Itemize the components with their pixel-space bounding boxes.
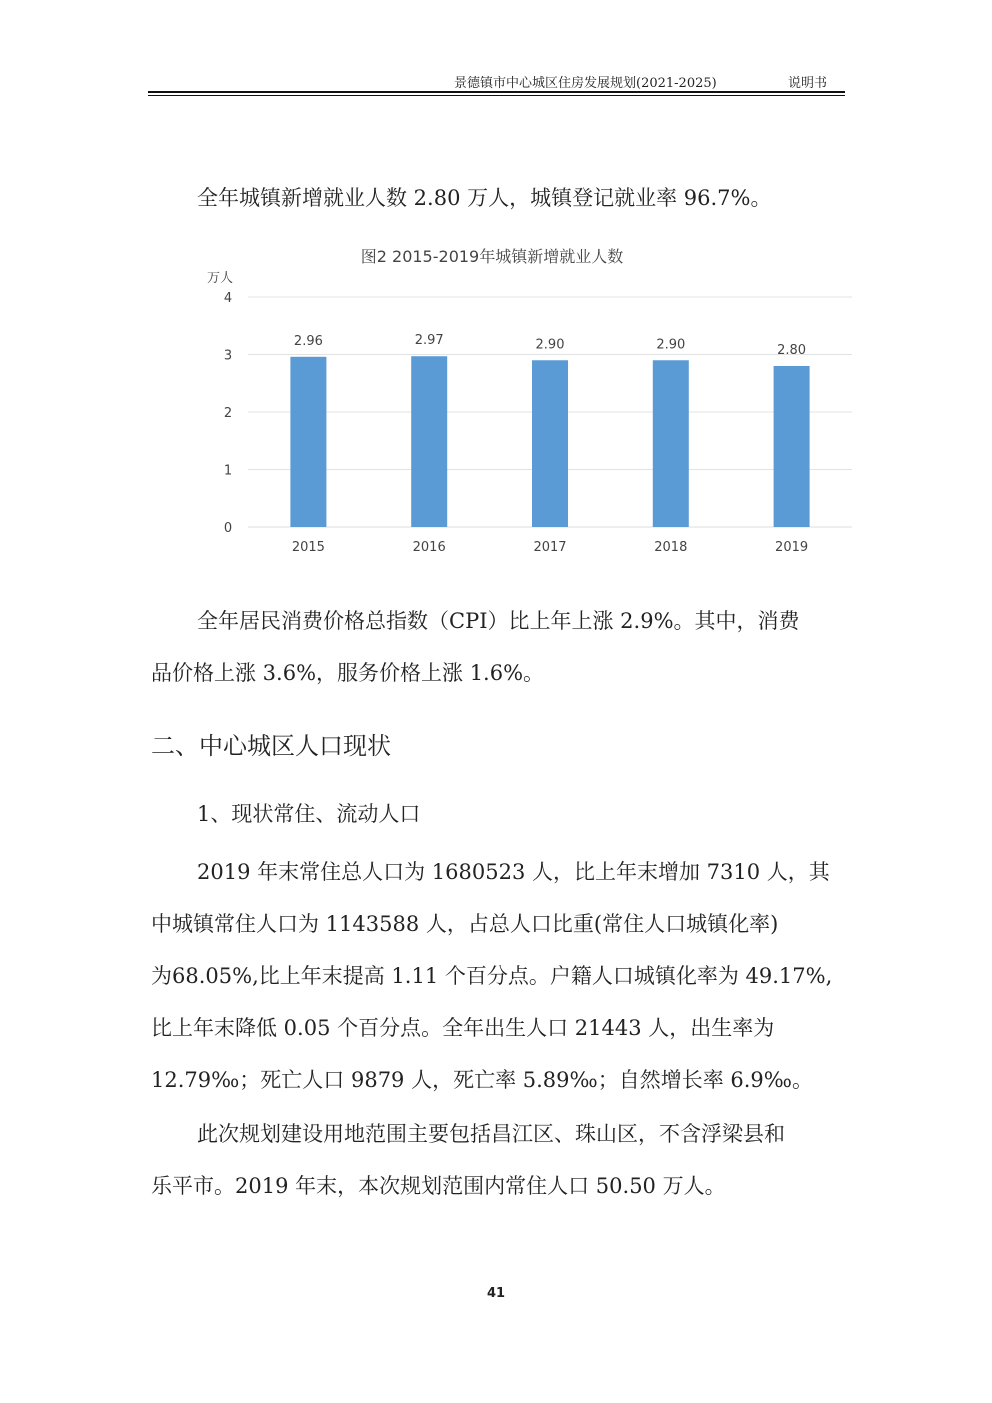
scope-line-1: 此次规划建设用地范围主要包括昌江区、珠山区，不含浮梁县和	[197, 1122, 785, 1146]
employment-paragraph	[151, 172, 851, 224]
page-header	[148, 72, 845, 92]
chart-data-label: 2.80	[777, 343, 807, 358]
chart-bar	[290, 357, 326, 527]
chart-x-tick-label: 2018	[654, 540, 688, 555]
population-paragraph	[151, 846, 851, 1106]
chart-y-tick-label: 0	[223, 521, 233, 536]
subsection-heading: 1、现状常住、流动人口	[197, 802, 421, 826]
chart-data-label: 2.96	[293, 333, 323, 349]
header-rule-thin	[148, 95, 845, 96]
chart-x-tick-label: 2019	[775, 540, 809, 555]
header-title: 景德镇市中心城区住房发展规划(2021-2025)	[454, 76, 717, 91]
chart-bar	[532, 360, 568, 527]
employment-text: 全年城镇新增就业人数 2.80 万人，城镇登记就业率 96.7%。	[197, 186, 772, 210]
chart-y-tick-label: 1	[223, 463, 233, 479]
chart-y-axis-label: 万人	[207, 271, 234, 286]
pop-line-5: 12.79‰；死亡人口 9879 人，死亡率 5.89‰；自然增长率 6.9‰。	[151, 1068, 813, 1092]
header-doc-type: 说明书	[787, 76, 827, 91]
scope-paragraph	[151, 1108, 851, 1212]
cpi-line-1: 全年居民消费价格总指数（CPI）比上年上涨 2.9%。其中，消费	[197, 609, 800, 633]
pop-line-2: 中城镇常住人口为 1143588 人，占总人口比重(常住人口城镇化率)	[151, 912, 779, 936]
cpi-paragraph	[151, 595, 851, 699]
pop-line-4: 比上年末降低 0.05 个百分点。全年出生人口 21443 人，出生率为	[151, 1016, 775, 1040]
chart-svg	[190, 233, 855, 568]
chart-bar	[653, 360, 689, 527]
section-heading: 二、中心城区人口现状	[151, 732, 391, 760]
chart-x-tick-label: 2017	[533, 540, 567, 555]
page-number: 41	[486, 1286, 506, 1301]
scope-line-2: 乐平市。2019 年末，本次规划范围内常住人口 50.50 万人。	[151, 1174, 726, 1198]
chart-bar	[774, 366, 810, 527]
chart-data-label: 2.97	[414, 333, 444, 349]
pop-line-3: 为68.05%,比上年末提高 1.11 个百分点。户籍人口城镇化率为 49.17%,	[151, 964, 833, 988]
cpi-line-2: 品价格上涨 3.6%，服务价格上涨 1.6%。	[151, 661, 545, 685]
chart-x-tick-label: 2015	[291, 540, 325, 555]
chart-x-tick-label: 2016	[412, 540, 446, 555]
chart-title: 图2 2015-2019年城镇新增就业人数	[360, 247, 624, 266]
employment-bar-chart	[190, 233, 855, 568]
chart-y-tick-label: 2	[223, 406, 233, 421]
pop-line-1: 2019 年末常住总人口为 1680523 人，比上年末增加 7310 人，其	[197, 860, 830, 884]
chart-data-label: 2.90	[656, 337, 686, 353]
chart-background	[190, 233, 855, 568]
chart-bar	[411, 356, 447, 527]
header-rule	[148, 91, 845, 93]
chart-y-tick-label: 3	[223, 348, 233, 364]
chart-data-label: 2.90	[535, 337, 565, 353]
chart-y-tick-label: 4	[223, 291, 233, 306]
